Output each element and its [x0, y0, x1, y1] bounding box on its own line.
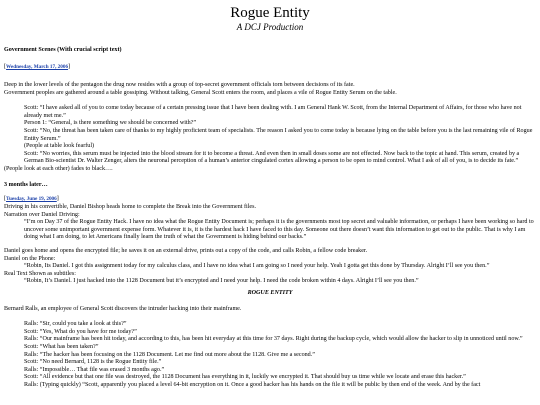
scene1-date-link[interactable]: Wednesday, March 17, 2006 — [6, 64, 69, 71]
scene2-intro-1: Driving in his convertible, Daniel Bishop heads home to complete the Break into the Government files. — [4, 203, 256, 210]
dialogue-line: Scott: “No worries, this serum must be injected into the blood stream for it to become a threat. And even then in small doses some are not effected. Now back to the topic at hand. This serum, created by a German Bio-scientist Dr. Walter Zenger, alters the neuronal perception of a human’s anterior cingulated cortex allowing a person to be open to mind control. What I ask of all of you, is to decide its fate.” — [24, 150, 520, 165]
scene2-date-link[interactable]: Tuesday, June 19, 2006 — [6, 196, 57, 203]
dialogue-line: Ralls: “The hacker has been focusing on the 1128 Document. Let me find out more about the 1128. Give me a second.” — [24, 351, 315, 358]
scene2-intro-2: Narration over Daniel Driving: — [4, 211, 80, 218]
dialogue-line: Scott: “I have asked all of you to come today because of a certain pressing issue that I have been dealing with. I am General Hank W. Scott, from the Internal Department of Affairs, for those who have not already met me.” — [24, 105, 522, 119]
section-title: Government Scenes (With crucial script text) — [4, 46, 122, 53]
center-heading: ROGUE ENTITY — [247, 289, 293, 296]
scene2-after-3: Real Text Shown as subtitles: — [4, 270, 76, 277]
bracket-close: ] — [68, 64, 71, 71]
scene3-intro: Bernard Ralls, an employee of General Scott discovers the intruder hacking into their mainframe. — [4, 305, 242, 312]
stage-direction: (People at table look fearful) — [24, 143, 95, 150]
dialogue-line: Ralls: “Sir, could you take a look at this?” — [24, 321, 127, 328]
dialogue-line: Scott: “No, the threat has been taken care of thanks to my highly proficient team of specialists. The reason I asked you to come today is because lying on the table before you is the last remaining vile of Rogue Entity Serum.” — [24, 128, 533, 142]
scene1-date-line — [4, 64, 536, 72]
scene1-intro-2: Government peoples are gathered around a table gossiping. Without talking, General Scott enters the room, and places a vile of Rogue Entity Serum on the table. — [4, 89, 397, 96]
dialogue-line: Ralls: “Our mainframe has been hit today, and according to this, has been hit everyday at this time for 37 days. Right during the backup cycle, which would allow the hacker to slip in unnoticed until now.” — [24, 336, 523, 343]
time-skip-heading: 3 months later… — [4, 181, 48, 188]
scene2-date-line — [4, 196, 536, 204]
bracket-open: [ — [4, 64, 7, 71]
dialogue-line: Scott: “Yes, What do you have for me today?” — [24, 328, 137, 335]
scene1-intro-1: Deep in the lower levels of the pentagon the drug now resides with a group of top-secret government officials torn between decisions of its fate. — [4, 81, 355, 88]
page-title: Rogue Entity — [230, 5, 310, 21]
bracket-close: ] — [56, 196, 59, 203]
scene1-outro: (People look at each other) fades to black…. — [4, 166, 113, 173]
dialogue-line: Ralls: (Typing quickly) “Scott, apparently you placed a level 64-bit encryption on it. Once a good hacker has his hands on the file it will be public by then end of the week. And by the fact — [24, 382, 481, 389]
scene2-after-1: Daniel goes home and opens the encrypted file; he saves it on an external drive, prints out a copy of the code, and calls Robin, a fellow code breaker. — [4, 247, 368, 254]
phone-text: “Robin, Its Daniel. I got this assignment today for my calculus class, and I have no idea what I am going so I need your help. Yeah I gotta get this done by Thursday. Alright I’ll see you then.” — [24, 263, 490, 270]
narration-text: “I’m on Day 37 of the Rogue Entity Hack. I have no idea what the Rogue Entity Document is; perhaps it is the governments most top secret and valuable information, or perhaps I have been working so hard to uncover some unimportant government expense form. Whatever it is, it is the hardest hack I have faced to this day. Someone out there doesn’t want this information to get out to the public. That is why I am doing what I am doing, to let Americans finally learn the truth of what the Government is hiding behind our backs.” — [24, 219, 534, 241]
page-subtitle: A DCJ Production — [236, 21, 304, 32]
subtitle-text: “Robin, It’s Daniel. I just hacked into the 1128 Document but it’s encrypted and I need your help. I need the code broken within 4 days. Alright I’ll see you then.” — [24, 278, 419, 285]
dialogue-line: Scott: “No need Bernard, 1128 is the Rogue Entity file.” — [24, 359, 162, 366]
dialogue-line: Person 1: “General, is there something we should be concerned with?” — [24, 120, 197, 127]
scene2-after-2: Daniel on the Phone: — [4, 255, 56, 262]
dialogue-line: Ralls: “Impossible… That file was erased 3 months ago.” — [24, 366, 165, 373]
dialogue-line: Scott: “What has been taken?” — [24, 344, 99, 351]
bracket-open: [ — [4, 196, 7, 203]
dialogue-line: Scott: “All evidence but that one file was destroyed, the 1128 Document has everything in it, luckily we encrypted it. That should buy us time while we locate and erase this hacker.” — [24, 374, 466, 381]
